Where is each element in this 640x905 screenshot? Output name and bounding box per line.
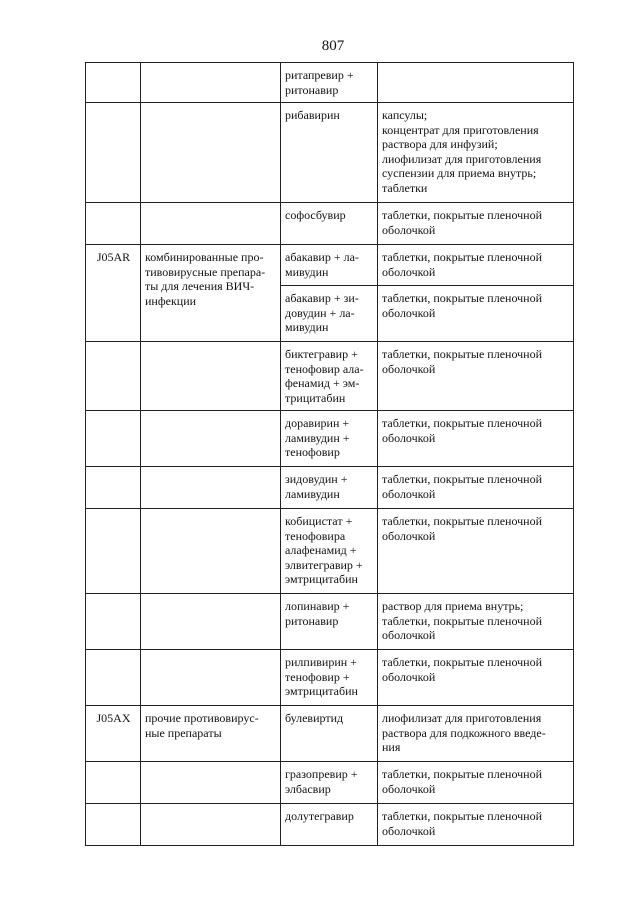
text-line: оболочкой [382, 628, 436, 642]
text-line: таблетки, покрытые пленочной [382, 613, 543, 628]
text-line: лиофилизат для приготовления [382, 711, 542, 725]
drug-cell [281, 411, 378, 467]
text-line: ламивудин + [285, 430, 350, 445]
drug-cell [281, 286, 378, 342]
atc-code-cell [86, 467, 141, 509]
group-cell [141, 103, 281, 203]
atc-code-cell [86, 342, 141, 411]
text-line: оболочкой [382, 669, 436, 684]
text-line: капсулы; [382, 108, 428, 122]
group-cell [141, 63, 281, 103]
text-line: таблетки, покрытые пленочной [382, 208, 543, 222]
text-line: ные препараты [145, 725, 222, 740]
dosage-form-cell [378, 594, 574, 650]
group-cell [141, 706, 281, 762]
table-row [86, 804, 574, 846]
table-row [86, 509, 574, 594]
text-line: трицитабин [285, 390, 346, 405]
dosage-form-cell [378, 804, 574, 846]
text-line: суспензии для приема внутрь; [382, 166, 537, 180]
text-line: оболочкой [382, 361, 436, 376]
text-line: тенофовир + [285, 669, 350, 684]
text-line: таблетки, покрытые пленочной [382, 291, 543, 305]
text-line: довудин + ла- [285, 305, 355, 320]
atc-code-cell [86, 411, 141, 467]
dosage-form-cell [378, 411, 574, 467]
text-line: прочие противовирус- [145, 711, 259, 725]
drug-cell [281, 467, 378, 509]
drug-cell [281, 594, 378, 650]
text-line: таблетки, покрытые пленочной [382, 416, 543, 430]
text-line: ламивудин [285, 486, 340, 501]
drug-cell [281, 342, 378, 411]
group-cell [141, 342, 281, 411]
text-line: комбинированные про- [145, 250, 264, 264]
text-line: мивудин [285, 320, 329, 334]
drug-table [85, 62, 574, 846]
text-line: эмтрицитабин [285, 684, 358, 698]
atc-code-cell: J05AR [86, 245, 141, 342]
text-line: ты для лечения ВИЧ- [145, 279, 255, 293]
text-line: лиофилизат для приготовления [382, 151, 542, 166]
text-line: концентрат для приготовления [382, 122, 539, 137]
dosage-form-cell [378, 706, 574, 762]
text-line: тивовирусные препара- [145, 264, 266, 279]
atc-code-cell [86, 103, 141, 203]
text-line: абакавир + ла- [285, 250, 359, 264]
table-row [86, 245, 574, 286]
group-cell [141, 467, 281, 509]
text-line: раствора для подкожного введе- [382, 725, 546, 740]
dosage-form-cell [378, 286, 574, 342]
atc-code-cell: J05AX [86, 706, 141, 762]
text-line: таблетки, покрытые пленочной [382, 809, 543, 823]
drug-cell [281, 103, 378, 203]
text-line: булевиртид [285, 711, 344, 725]
text-line: тенофовир [285, 445, 340, 459]
atc-code-cell [86, 804, 141, 846]
table-row [86, 103, 574, 203]
text-line: раствор для приема внутрь; [382, 599, 524, 613]
table-row [86, 762, 574, 804]
text-line: таблетки, покрытые пленочной [382, 347, 543, 361]
text-line: биктегравир + [285, 347, 358, 361]
text-line: таблетки [382, 180, 428, 195]
text-line: эмтрицитабин [285, 572, 358, 586]
text-line: долутегравир [285, 809, 354, 823]
group-cell [141, 594, 281, 650]
text-line: гразопревир + [285, 767, 358, 781]
group-cell [141, 804, 281, 846]
text-line: ритонавир [285, 82, 339, 97]
atc-code-cell [86, 594, 141, 650]
dosage-form-cell [378, 650, 574, 706]
dosage-form-cell [378, 467, 574, 509]
text-line: зидовудин + [285, 472, 348, 486]
drug-cell [281, 804, 378, 846]
text-line: абакавир + зи- [285, 291, 359, 305]
dosage-form-cell [378, 509, 574, 594]
table-row [86, 706, 574, 762]
text-line: кобицистат + [285, 514, 353, 528]
group-cell [141, 762, 281, 804]
text-line: таблетки, покрытые пленочной [382, 514, 543, 528]
text-line: таблетки, покрытые пленочной [382, 250, 543, 264]
drug-cell [281, 245, 378, 286]
drug-cell [281, 762, 378, 804]
text-line: рибавирин [285, 108, 340, 122]
text-line: оболочкой [382, 305, 436, 320]
text-line: доравирин + [285, 416, 350, 430]
dosage-form-cell [378, 63, 574, 103]
text-line: тенофовира [285, 528, 346, 543]
dosage-form-cell [378, 103, 574, 203]
text-line: рилпивирин + [285, 655, 357, 669]
text-line: алафенамид + [285, 543, 357, 557]
atc-code-cell [86, 203, 141, 245]
text-line: оболочкой [382, 430, 436, 445]
table-row [86, 467, 574, 509]
text-line: оболочкой [382, 781, 436, 796]
text-line: ритонавир [285, 613, 339, 628]
drug-cell [281, 63, 378, 103]
dosage-form-cell [378, 245, 574, 286]
dosage-form-cell [378, 203, 574, 245]
atc-code-cell [86, 63, 141, 103]
text-line: таблетки, покрытые пленочной [382, 472, 543, 486]
text-line: таблетки, покрытые пленочной [382, 767, 543, 781]
drug-cell [281, 509, 378, 594]
group-cell [141, 203, 281, 245]
table-row [86, 342, 574, 411]
text-line: ния [382, 740, 401, 754]
drug-cell [281, 650, 378, 706]
drug-cell [281, 203, 378, 245]
drug-cell [281, 706, 378, 762]
table-row [86, 594, 574, 650]
group-cell [141, 411, 281, 467]
text-line: тенофовир ала- [285, 361, 364, 376]
dosage-form-cell [378, 762, 574, 804]
text-line: элвитегравир + [285, 557, 363, 572]
group-cell [141, 650, 281, 706]
dosage-form-cell [378, 342, 574, 411]
text-line: фенамид + эм- [285, 376, 360, 390]
text-line: софосбувир [285, 208, 346, 222]
text-line: оболочкой [382, 486, 436, 501]
group-cell [141, 509, 281, 594]
page-number: 807 [321, 38, 345, 54]
table-row [86, 203, 574, 245]
text-line: оболочкой [382, 264, 436, 279]
text-line: оболочкой [382, 528, 436, 543]
text-line: оболочкой [382, 823, 436, 838]
text-line: мивудин [285, 264, 329, 279]
table-row [86, 411, 574, 467]
text-line: таблетки, покрытые пленочной [382, 655, 543, 669]
text-line: ритапревир + [285, 68, 354, 82]
atc-code-cell [86, 509, 141, 594]
table-row [86, 650, 574, 706]
text-line: инфекции [145, 293, 197, 308]
group-cell [141, 245, 281, 342]
table-row [86, 63, 574, 103]
text-line: элбасвир [285, 781, 331, 796]
atc-code-cell [86, 650, 141, 706]
text-line: лопинавир + [285, 599, 350, 613]
text-line: раствора для инфузий; [382, 137, 498, 151]
text-line: оболочкой [382, 222, 436, 237]
atc-code-cell [86, 762, 141, 804]
